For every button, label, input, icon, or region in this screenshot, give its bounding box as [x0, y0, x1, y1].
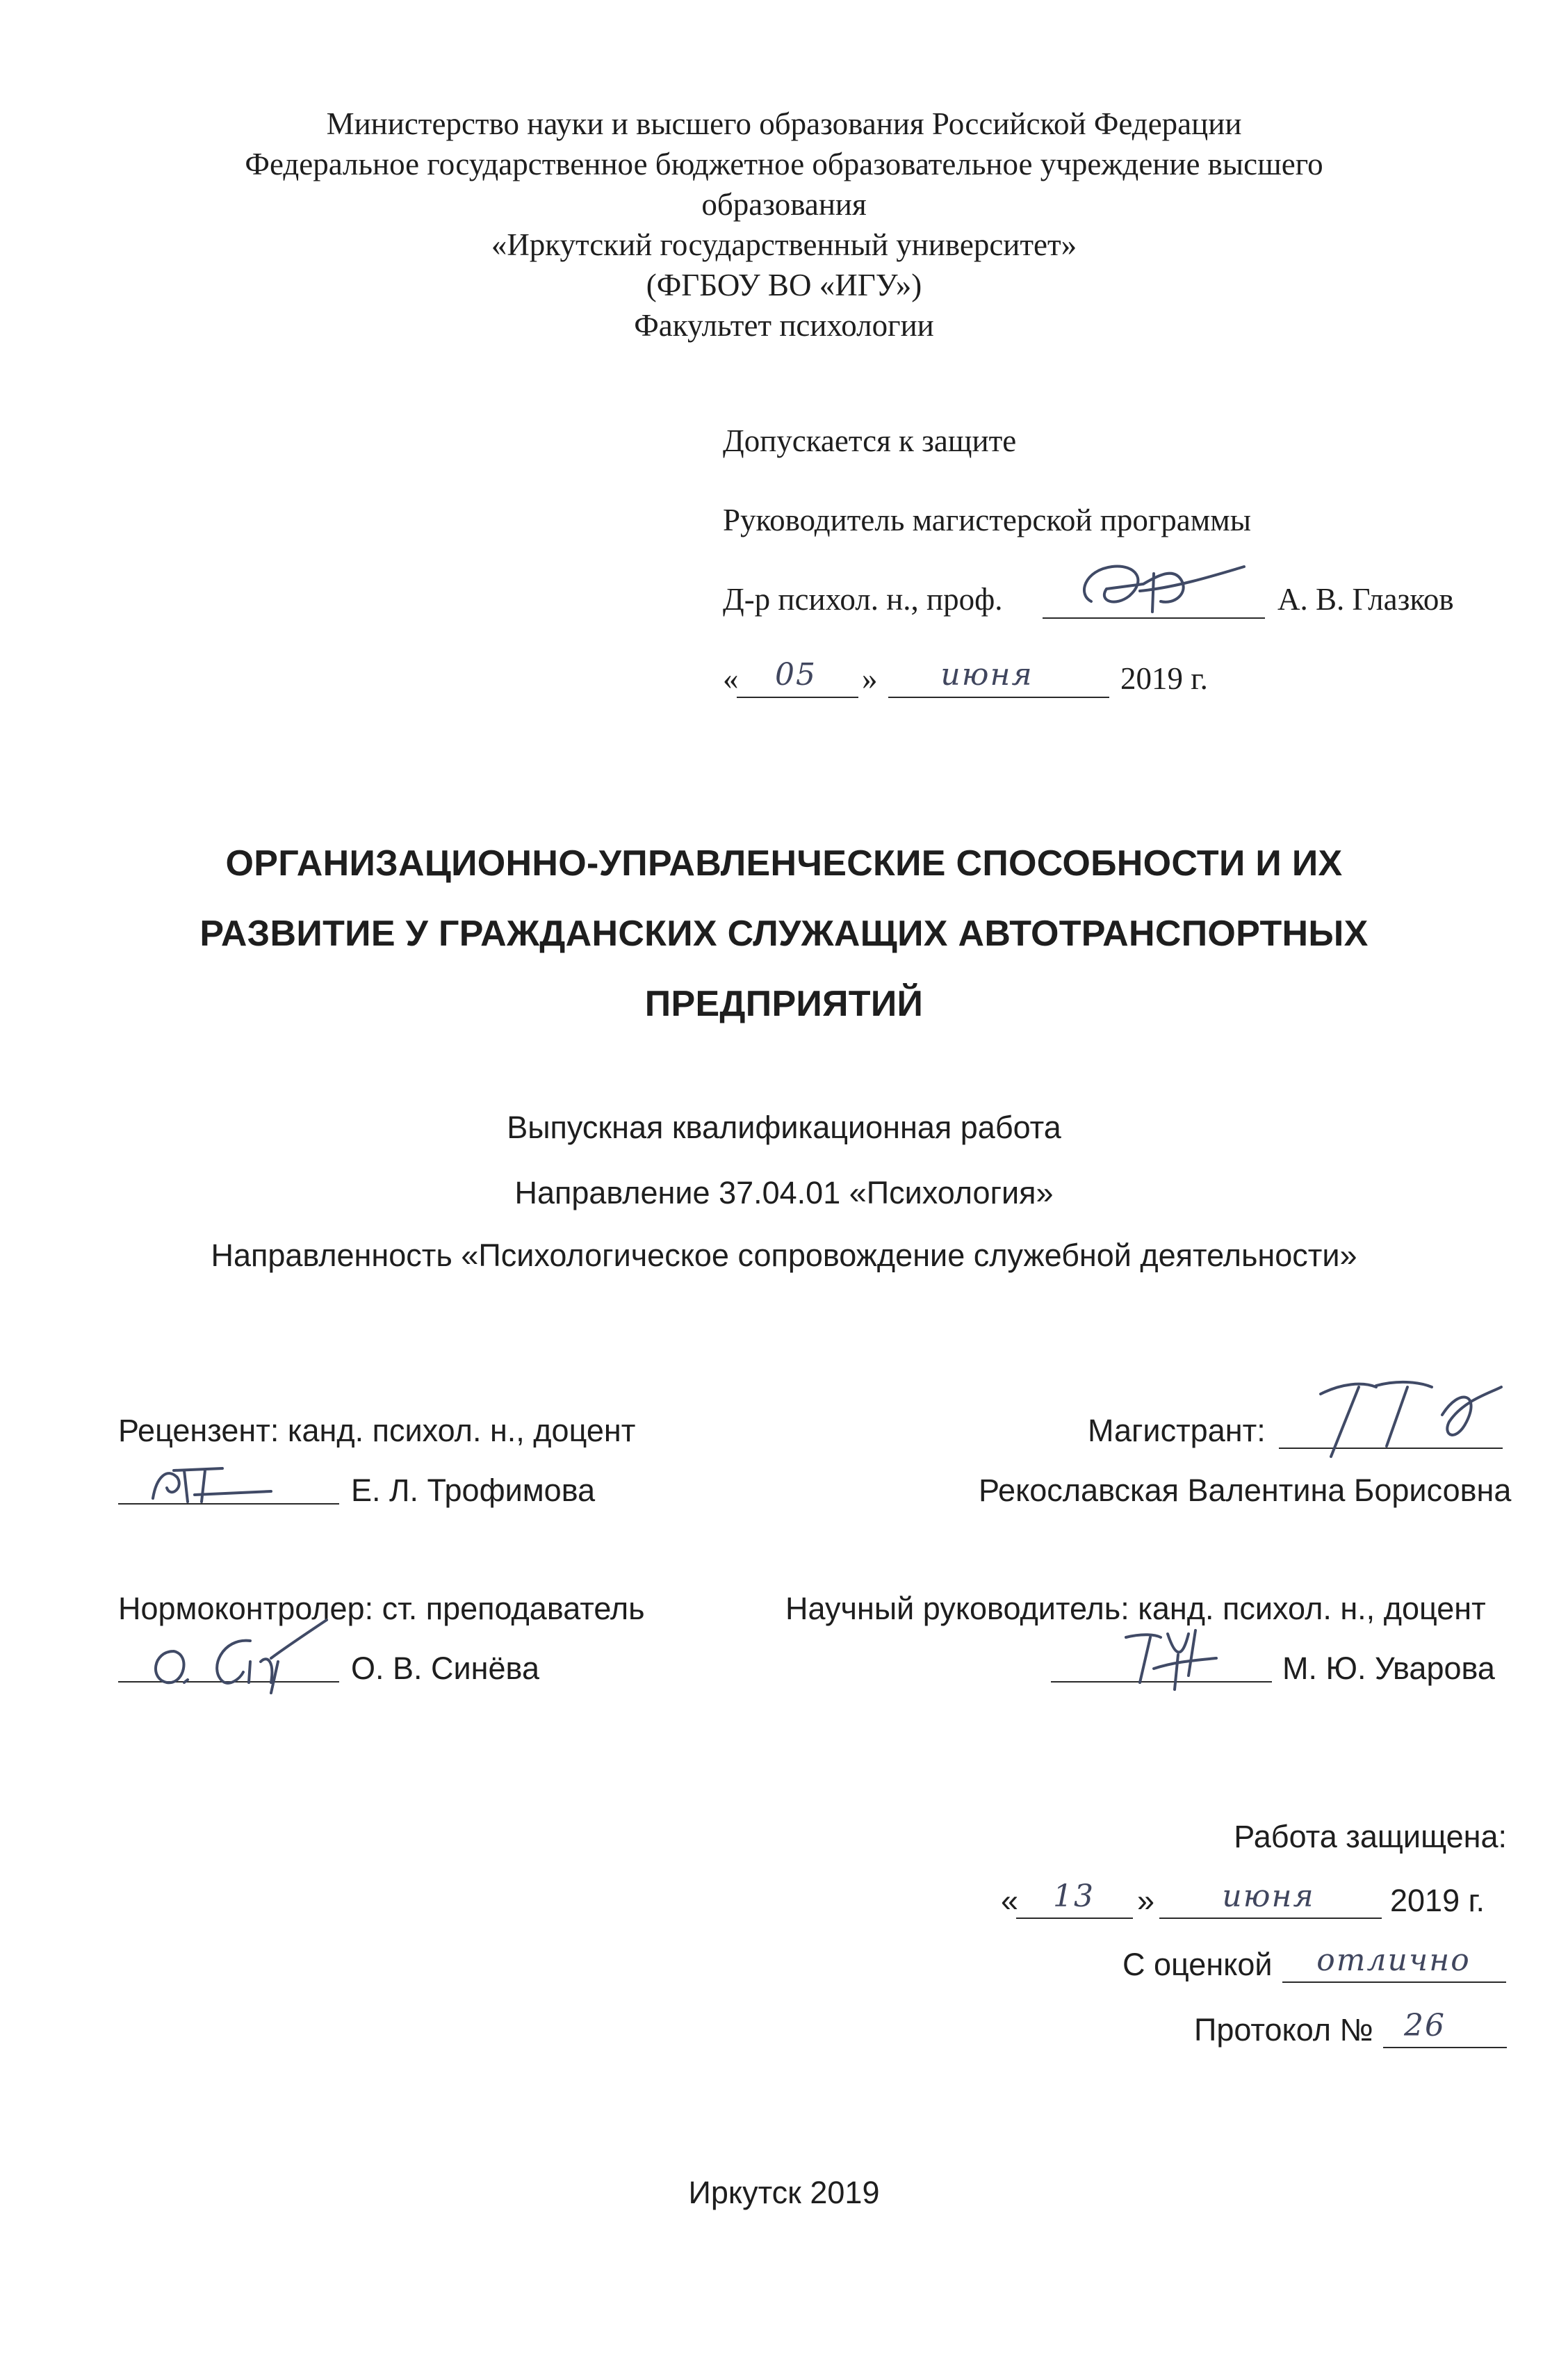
supervisor-degree: Д-р психол. н., проф. [723, 582, 1003, 617]
header-institution-type: Федеральное государственное бюджетное образовательное учреждение высшего [245, 147, 1323, 181]
defense-status: Работа защищена: [1234, 1819, 1507, 1854]
reviewer-role: Рецензент: канд. психол. н., доцент [118, 1413, 636, 1448]
month-line [888, 697, 1109, 698]
admitted-to-defense: Допускается к защите [723, 423, 1017, 458]
grade-line [1282, 1981, 1506, 1983]
header-abbreviation: (ФГБОУ ВО «ИГУ») [646, 268, 922, 302]
thesis-title-line-3: ПРЕДПРИЯТИЙ [644, 984, 924, 1024]
supervisor-signature [1070, 553, 1237, 622]
grade-value: отлично [1316, 1943, 1471, 1978]
thesis-title-line-1: ОРГАНИЗАЦИОННО-УПРАВЛЕНЧЕСКИЕ СПОСОБНОСТИ И ИХ [225, 843, 1343, 884]
thesis-title-line-2: РАЗВИТИЕ У ГРАЖДАНСКИХ СЛУЖАЩИХ АВТОТРАНСПОРТНЫХ [199, 914, 1369, 954]
header-faculty: Факультет психологии [634, 308, 934, 343]
city-year: Иркутск 2019 [688, 2175, 880, 2210]
advisor-signature [1112, 1620, 1237, 1696]
day-line [737, 697, 858, 698]
approval-quote-open: « [723, 661, 739, 696]
work-direction: Направление 37.04.01 «Психология» [514, 1175, 1054, 1210]
approval-quote-close: » [862, 661, 878, 696]
approval-day: 05 [775, 657, 817, 692]
work-type: Выпускная квалификационная работа [507, 1110, 1061, 1145]
supervisor-name: А. В. Глазков [1277, 582, 1454, 617]
student-role: Магистрант: [1088, 1413, 1266, 1448]
defense-year: 2019 г. [1390, 1883, 1485, 1918]
grade-label: С оценкой [1122, 1947, 1273, 1982]
defense-quote-open: « [1001, 1883, 1019, 1918]
program-supervisor-role: Руководитель магистерской программы [723, 503, 1251, 537]
student-name: Рекославская Валентина Борисовна [979, 1473, 1512, 1508]
advisor-role: Научный руководитель: канд. психол. н., доцент [785, 1591, 1486, 1626]
header-university: «Иркутский государственный университет» [491, 227, 1077, 262]
defense-quote-close: » [1137, 1883, 1155, 1918]
advisor-name: М. Ю. Уварова [1282, 1651, 1495, 1686]
protocol-number: 26 [1404, 2008, 1446, 2043]
defense-day: 13 [1053, 1879, 1095, 1914]
header-institution-type-cont: образования [701, 187, 867, 222]
defense-month: июня [1222, 1879, 1315, 1914]
normcontrol-role: Нормоконтролер: ст. преподаватель [118, 1591, 645, 1626]
defense-day-line [1016, 1918, 1133, 1919]
reviewer-name: Е. Л. Трофимова [351, 1473, 596, 1508]
approval-year: 2019 г. [1120, 661, 1208, 696]
normcontrol-name: О. В. Синёва [351, 1651, 539, 1686]
work-focus: Направленность «Психологическое сопровождение служебной деятельности» [211, 1238, 1357, 1273]
protocol-label: Протокол № [1194, 2012, 1373, 2048]
reviewer-signature [146, 1453, 313, 1509]
defense-month-line [1159, 1918, 1382, 1919]
approval-month: июня [940, 657, 1034, 692]
normcontrol-signature [139, 1613, 348, 1696]
student-signature [1293, 1366, 1522, 1464]
header-ministry: Министерство науки и высшего образования Российской Федерации [326, 106, 1242, 141]
protocol-line [1383, 2047, 1507, 2048]
